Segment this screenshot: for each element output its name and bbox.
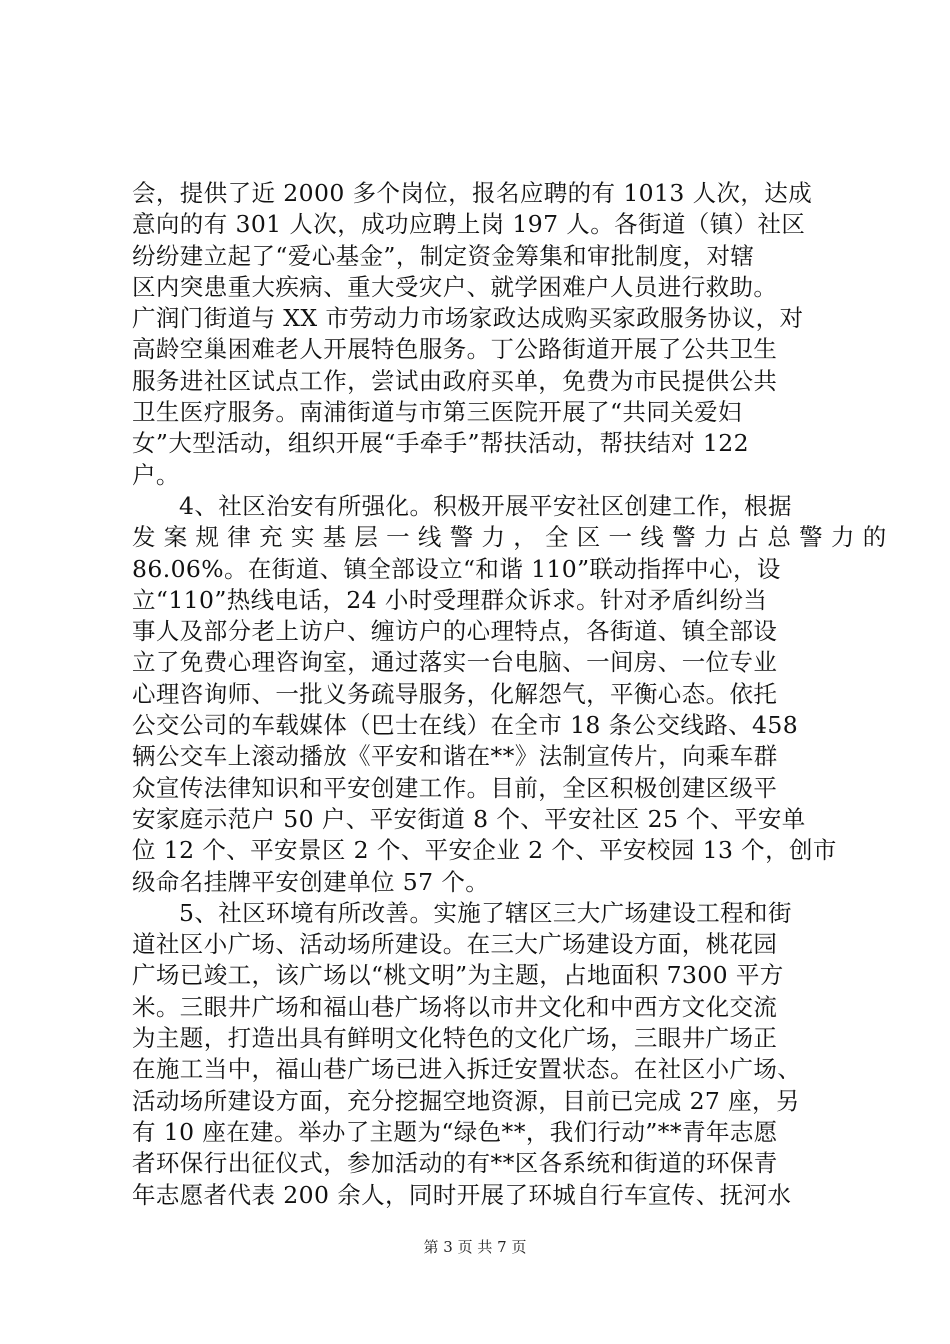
text-line: 活动场所建设方面，充分挖掘空地资源，目前已完成 27 座，另 — [132, 1086, 800, 1115]
page-number-footer: 第 3 页 共 7 页 — [423, 1238, 527, 1256]
text-line: 有 10 座在建。举办了主题为“绿色**，我们行动”**青年志愿 — [132, 1117, 778, 1146]
text-line: 立了免费心理咨询室，通过落实一台电脑、一间房、一位专业 — [132, 648, 778, 677]
text-line: 发 案 规 律 充 实 基 层 一 线 警 力 ， 全 区 一 线 警 力 占 总 警 力 的 — [132, 523, 887, 552]
text-line: 会，提供了近 2000 多个岗位，报名应聘的有 1013 人次，达成 — [132, 179, 813, 207]
text-line: 者环保行出征仪式，参加活动的有**区各系统和街道的环保青 — [132, 1149, 778, 1178]
text-line: 辆公交车上滚动播放《平安和谐在**》法制宣传片，向乘车群 — [132, 742, 778, 771]
text-line: 年志愿者代表 200 余人，同时开展了环城自行车宣传、抚河水 — [132, 1180, 792, 1209]
text-line: 86.06%。在街道、镇全部设立“和谐 110”联动指挥中心，设 — [132, 554, 781, 583]
text-line: 众宣传法律知识和平安创建工作。目前，全区积极创建区级平 — [132, 773, 778, 802]
text-line: 为主题，打造出具有鲜明文化特色的文化广场，三眼井广场正 — [132, 1024, 778, 1053]
text-line: 卫生医疗服务。南浦街道与市第三医院开展了“共同关爱妇 — [132, 398, 742, 427]
text-line: 安家庭示范户 50 户、平安街道 8 个、平安社区 25 个、平安单 — [132, 804, 806, 833]
text-line: 道社区小广场、活动场所建设。在三大广场建设方面，桃花园 — [132, 930, 778, 959]
text-line: 区内突患重大疾病、重大受灾户、就学困难户人员进行救助。 — [132, 272, 778, 301]
text-line: 位 12 个、平安景区 2 个、平安企业 2 个、平安校园 13 个，创市 — [132, 836, 837, 865]
text-line: 高龄空巢困难老人开展特色服务。丁公路街道开展了公共卫生 — [132, 335, 778, 364]
text-line: 米。三眼井广场和福山巷广场将以市井文化和中西方文化交流 — [132, 992, 778, 1021]
text-line: 女”大型活动，组织开展“手牵手”帮扶活动，帮扶结对 122 — [132, 429, 749, 458]
text-line: 广润门街道与 XX 市劳动力市场家政达成购买家政服务协议，对 — [132, 304, 804, 333]
paragraph-start-line: 4、社区治安有所强化。积极开展平安社区创建工作，根据 — [179, 491, 792, 520]
text-line: 公交公司的车载媒体（巴士在线）在全市 18 条公交线路、458 — [132, 711, 799, 740]
text-line: 纷纷建立起了“爱心基金”，制定资金筹集和审批制度，对辖 — [132, 241, 755, 270]
text-line: 意向的有 301 人次，成功应聘上岗 197 人。各街道（镇）社区 — [132, 210, 806, 239]
text-line: 在施工当中，福山巷广场已进入拆迁安置状态。在社区小广场、 — [132, 1055, 802, 1084]
text-line: 服务进社区试点工作，尝试由政府买单，免费为市民提供公共 — [132, 366, 778, 395]
text-line: 广场已竣工，该广场以“桃文明”为主题，占地面积 7300 平方 — [132, 961, 784, 990]
text-line: 事人及部分老上访户、缠访户的心理特点，各街道、镇全部设 — [132, 617, 778, 646]
text-line: 级命名挂牌平安创建单位 57 个。 — [132, 867, 490, 896]
text-line: 户。 — [132, 460, 180, 489]
paragraph-start-line: 5、社区环境有所改善。实施了辖区三大广场建设工程和街 — [179, 898, 792, 927]
text-line: 立“110”热线电话，24 小时受理群众诉求。针对矛盾纠纷当 — [132, 585, 768, 614]
text-line: 心理咨询师、一批义务疏导服务，化解怨气，平衡心态。依托 — [132, 679, 778, 708]
body-text — [132, 178, 887, 1211]
